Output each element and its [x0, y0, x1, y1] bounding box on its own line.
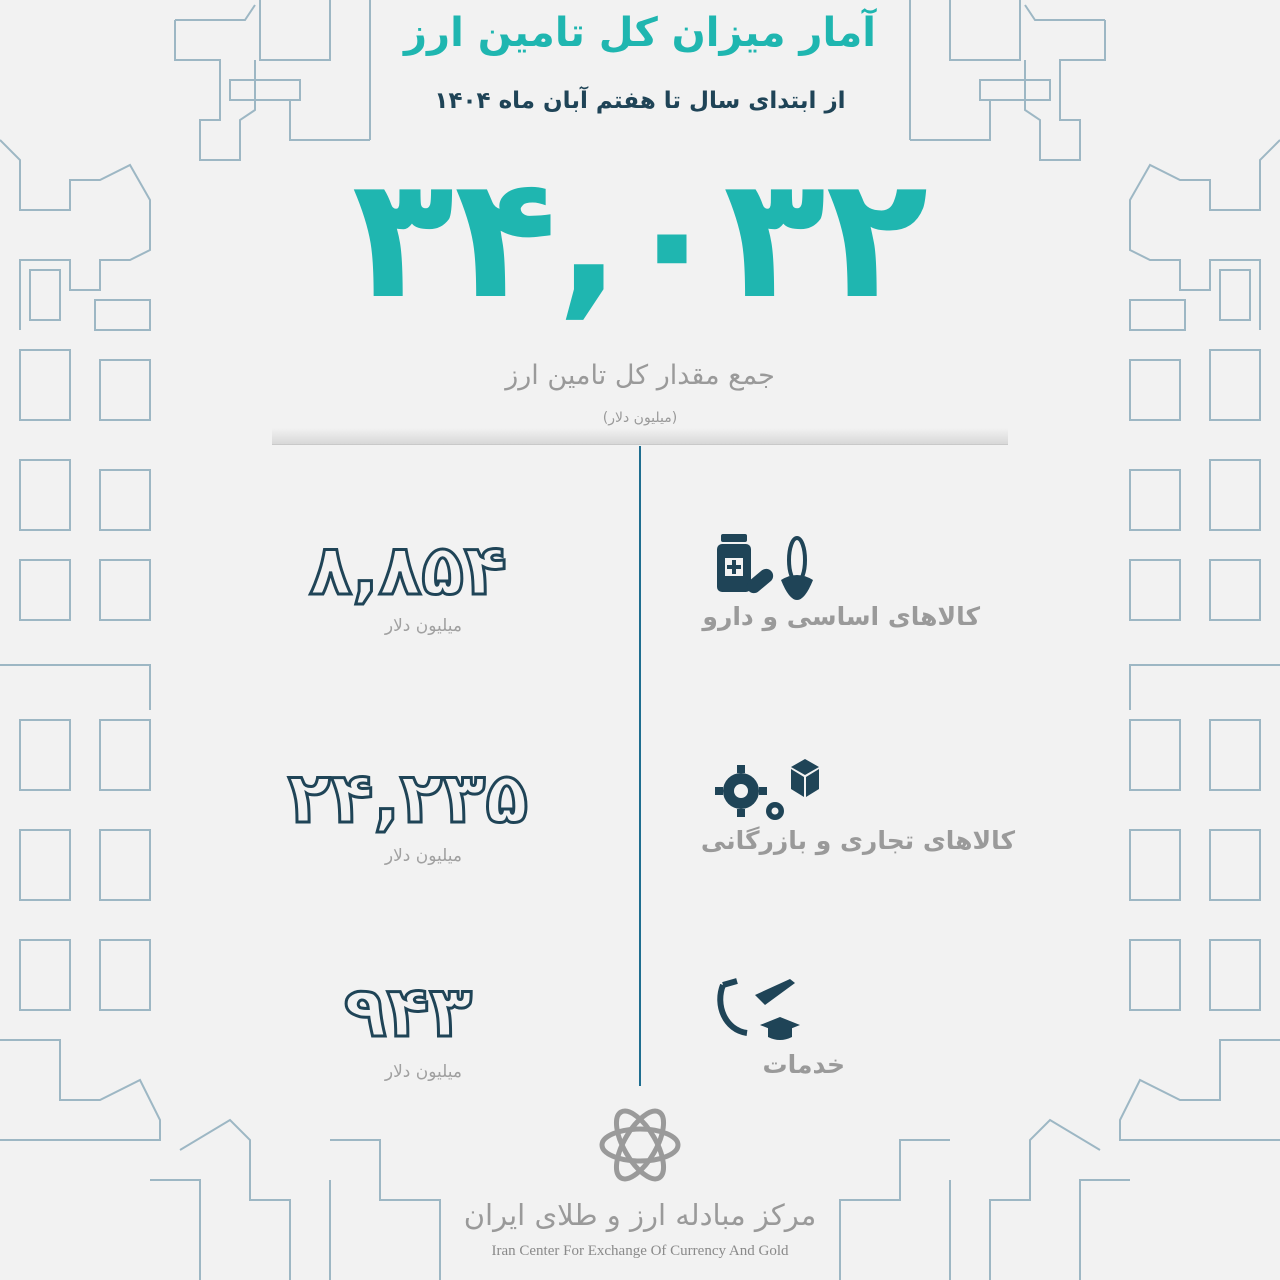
section-divider-shadow	[272, 428, 1008, 445]
logo-text-en: Iran Center For Exchange Of Currency And Gold	[491, 1243, 789, 1259]
category-label: کالاهای تجاری و بازرگانی	[700, 826, 1015, 855]
logo-text-fa: مرکز مبادله ارز و طلای ایران	[463, 1198, 817, 1232]
category-value: ۲۴,۲۳۵	[287, 757, 529, 839]
gears-box-icon	[715, 755, 820, 825]
services-icon	[715, 975, 800, 1045]
category-unit: میلیون دلار	[384, 616, 462, 636]
category-unit: میلیون دلار	[384, 1062, 462, 1082]
category-label: خدمات	[762, 1050, 845, 1079]
logo-emblem-icon	[595, 1100, 685, 1190]
total-value: ۳۴,۰۳۲	[351, 140, 929, 336]
medicine-corn-icon	[715, 530, 825, 602]
page-title: آمار میزان کل تامین ارز	[404, 10, 876, 56]
category-unit: میلیون دلار	[384, 846, 462, 866]
category-label: کالاهای اساسی و دارو	[702, 602, 980, 631]
total-unit: (میلیون دلار)	[602, 410, 678, 426]
category-value: ۸,۸۵۴	[309, 529, 507, 611]
category-value: ۹۴۳	[343, 971, 473, 1053]
vertical-divider	[639, 446, 641, 1086]
total-label: جمع مقدار کل تامین ارز	[505, 360, 775, 391]
page-subtitle: از ابتدای سال تا هفتم آبان ماه ۱۴۰۴	[434, 88, 846, 114]
